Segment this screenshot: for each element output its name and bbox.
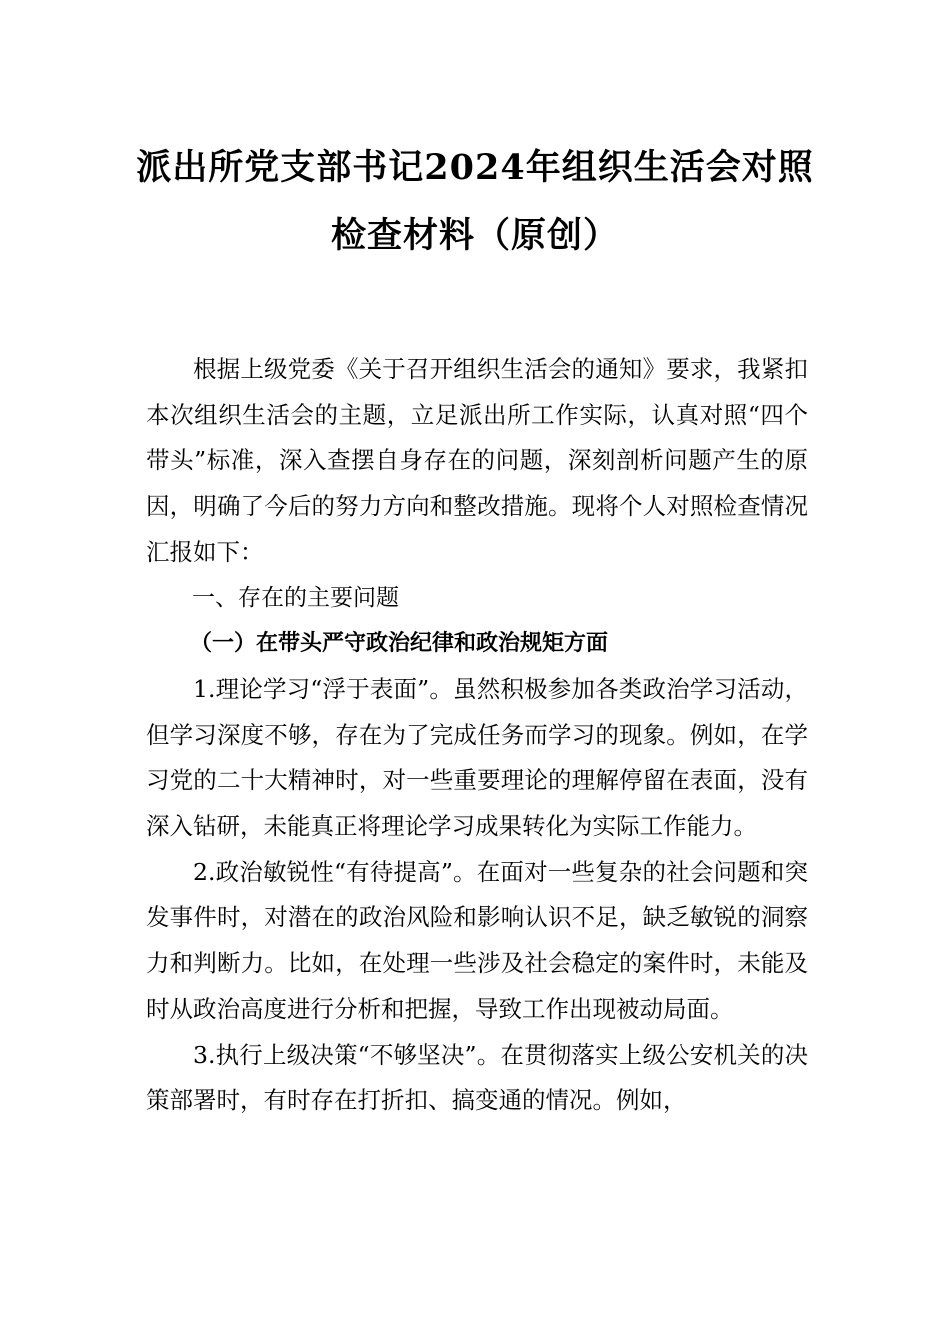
- problem-paragraph-3: 3.执行上级决策“不够坚决”。在贯彻落实上级公安机关的决策部署时，有时存在打折扣、搞变通的情况。例如，: [146, 1040, 808, 1115]
- document-title-line-2: 检查材料（原创）: [330, 215, 619, 256]
- problem-paragraph-2: 2.政治敏锐性“有待提高”。在面对一些复杂的社会问题和突发事件时，对潜在的政治风险和影响认识不足，缺乏敏锐的洞察力和判断力。比如，在处理一些涉及社会稳定的案件时，未能及时从政治高度进行分析和把握，导致工作出现被动局面。: [146, 857, 808, 1023]
- document-body: [146, 347, 808, 1124]
- problem-paragraph-1: 1.理论学习“浮于表面”。虽然积极参加各类政治学习活动，但学习深度不够，存在为了完成任务而学习的现象。例如，在学习党的二十大精神时，对一些重要理论的理解停留在表面，没有深入钻研，未能真正将理论学习成果转化为实际工作能力。: [146, 674, 808, 841]
- section-heading-problems: 一、存在的主要问题: [192, 584, 399, 611]
- subsection-heading-discipline: （一）在带头严守政治纪律和政治规矩方面: [190, 630, 609, 657]
- document-title-line-1: 派出所党支部书记2024年组织生活会对照: [136, 147, 814, 188]
- intro-paragraph: 根据上级党委《关于召开组织生活会的通知》要求，我紧扣本次组织生活会的主题，立足派出所工作实际，认真对照“四个带头”标准，深入查摆自身存在的问题，深刻剖析问题产生的原因，明确了今后的努力方向和整改措施。现将个人对照检查情况汇报如下：: [146, 355, 808, 566]
